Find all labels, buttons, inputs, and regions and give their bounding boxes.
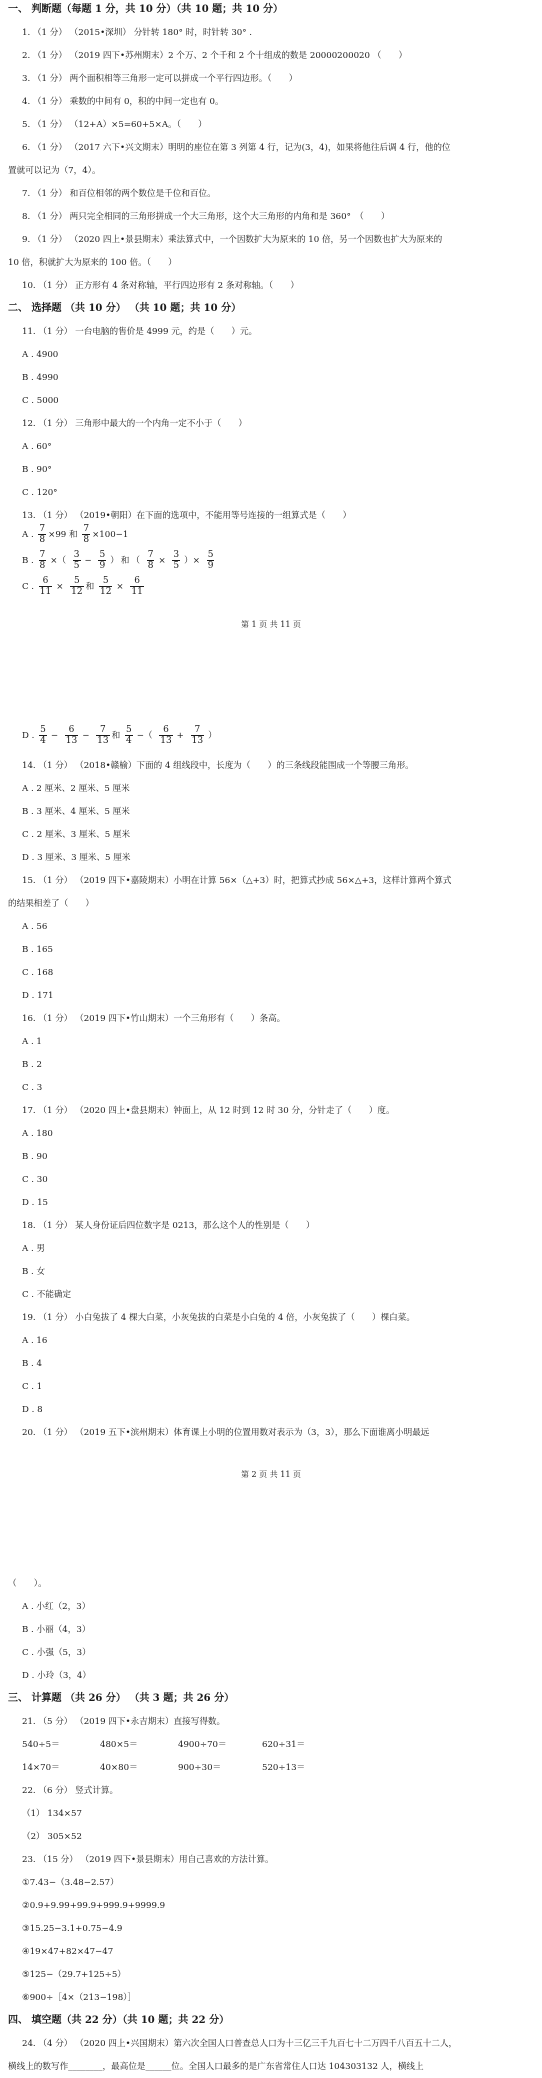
fraction: $\frac{7}{8}$: [83, 524, 90, 545]
option-15-d: D . 171: [22, 991, 54, 1001]
question-23: 23. （15 分） （2019 四下•景县期末）用自己喜欢的方法计算。: [22, 1855, 274, 1865]
option-15-c: C . 168: [22, 968, 54, 978]
option-12-c: C . 120°: [22, 488, 58, 498]
question-23-part-1: ①7.43−（3.48−2.57）: [22, 1878, 119, 1888]
section-title-choice: 二、 选择题 （共 10 分） （共 10 题；共 10 分）: [8, 303, 242, 314]
option-19-a: A . 16: [22, 1336, 48, 1346]
page-footer-1: 第 1 页 共 11 页: [241, 620, 301, 629]
option-17-a: A . 180: [22, 1129, 53, 1139]
option-16-a: A . 1: [22, 1037, 42, 1047]
question-22-part-1: （1） 134×57: [22, 1809, 82, 1819]
question-24-line-2: 横线上的数写作________，最高位是______位。全国人口最多的是广东省常住人口达 104303132 人，横线上: [8, 2062, 424, 2072]
section-title-calculation: 三、 计算题 （共 26 分） （共 3 题；共 26 分）: [8, 1693, 235, 1704]
question-6-line-2: 置就可以记为（7，4）。: [8, 166, 101, 176]
option-17-d: D . 15: [22, 1198, 49, 1208]
question-13: 13. （1 分） （2019•朝阳）在下面的选项中，不能用等号连接的一组算式是（ ）: [22, 511, 352, 521]
question-18: 18. （1 分） 某人身份证后四位数字是 0213，那么这个人的性别是（ ）: [22, 1221, 315, 1231]
question-9-line-1: 9. （1 分） （2020 四上•景县期末）乘法算式中，一个因数扩大为原来的 10 倍，另一个因数也扩大为原来的: [22, 235, 443, 245]
option-14-d: D . 3 厘米、3 厘米、5 厘米: [22, 853, 131, 863]
option-15-b: B . 165: [22, 945, 53, 955]
option-11-a: A . 4900: [22, 350, 59, 360]
question-4: 4. （1 分） 乘数的中间有 0，积的中间一定也有 0。: [22, 97, 224, 107]
question-12: 12. （1 分） 三角形中最大的一个内角一定不小于（ ）: [22, 419, 247, 429]
question-11: 11. （1 分） 一台电脑的售价是 4999 元，约是（ ）元。: [22, 327, 258, 337]
question-1: 1. （1 分） （2015•深圳） 分针转 180° 时，时针转 30° .: [22, 28, 253, 38]
option-17-b: B . 90: [22, 1152, 48, 1162]
option-16-c: C . 3: [22, 1083, 43, 1093]
option-20-a: A . 小红（2，3）: [22, 1602, 91, 1612]
option-20-c: C . 小强（5，3）: [22, 1648, 91, 1658]
option-11-b: B . 4990: [22, 373, 59, 383]
question-15-line-2: 的结果相差了（ ）: [8, 899, 94, 909]
question-23-part-2: ②0.9+9.99+99.9+999.9+9999.9: [22, 1901, 166, 1911]
option-14-c: C . 2 厘米、3 厘米、5 厘米: [22, 830, 131, 840]
option-12-a: A . 60°: [22, 442, 52, 452]
option-18-c: C . 不能确定: [22, 1290, 72, 1300]
question-23-part-5: ⑤125−（29.7+125÷5）: [22, 1970, 126, 1980]
question-24-line-1: 24. （4 分） （2020 四上•兴国期末）第六次全国人口普查总人口为十三亿三千九百七十二万四千八百五十二人，: [22, 2039, 458, 2049]
question-17: 17. （1 分） （2020 四上•盘县期末）钟面上，从 12 时到 12 时 30 分，分针走了（ ）度。: [22, 1106, 395, 1116]
option-13-d: D . $\frac{5}{4}$ − $\frac{6}{13}$ − $\frac{7}{13}$ 和 $\frac{5}{4}$ −（ $\frac{6}{13}$ + $\frac{7}{13}$ ）: [22, 725, 217, 746]
question-14: 14. （1 分） （2018•赣榆）下面的 4 组线段中，长度为（ ）的三条线段能围成一个等腰三角形。: [22, 761, 414, 771]
option-18-a: A . 男: [22, 1244, 45, 1254]
option-19-d: D . 8: [22, 1405, 43, 1415]
option-15-a: A . 56: [22, 922, 48, 932]
option-12-b: B . 90°: [22, 465, 52, 475]
option-19-c: C . 1: [22, 1382, 43, 1392]
question-20-line-2: （ ）。: [8, 1579, 47, 1589]
question-3: 3. （1 分） 两个面积相等三角形一定可以拼成一个平行四边形。（ ）: [22, 74, 298, 84]
question-2: 2. （1 分） （2019 四下•苏州期末）2 个万、2 个千和 2 个十组成的数是 20000200020 （ ）: [22, 51, 408, 61]
question-7: 7. （1 分） 和百位相邻的两个数位是千位和百位。: [22, 189, 216, 199]
section-title-fill-in: 四、 填空题（共 22 分）（共 10 题；共 22 分）: [8, 2015, 230, 2026]
fraction: $\frac{7}{8}$: [39, 524, 46, 545]
option-17-c: C . 30: [22, 1175, 48, 1185]
question-23-part-6: ⑥900÷［4×（213−198）］: [22, 1993, 137, 2003]
question-8: 8. （1 分） 两只完全相同的三角形拼成一个大三角形，这个大三角形的内角和是 360° （ ）: [22, 212, 390, 222]
option-14-b: B . 3 厘米、4 厘米、5 厘米: [22, 807, 130, 817]
option-18-b: B . 女: [22, 1267, 46, 1277]
question-22-part-2: （2） 305×52: [22, 1832, 82, 1842]
question-9-line-2: 10 倍，积就扩大为原来的 100 倍。（ ）: [8, 258, 177, 268]
option-13-b: B . $\frac{7}{8}$ ×（ $\frac{3}{5}$ − $\frac{5}{9}$ ） 和 （ $\frac{7}{8}$ × $\frac{3}{5}$ ）× $\frac{5}{9}$: [22, 550, 214, 571]
question-22: 22. （6 分） 竖式计算。: [22, 1786, 119, 1796]
section-title-judgment: 一、 判断题（每题 1 分，共 10 分）（共 10 题；共 10 分）: [8, 4, 284, 15]
question-5: 5. （1 分） （12+A）×5=60+5×A。（ ）: [22, 120, 207, 130]
option-11-c: C . 5000: [22, 396, 59, 406]
question-10: 10. （1 分） 正方形有 4 条对称轴，平行四边形有 2 条对称轴。（ ）: [22, 281, 299, 291]
option-20-b: B . 小丽（4，3）: [22, 1625, 91, 1635]
option-16-b: B . 2: [22, 1060, 42, 1070]
page-footer-2: 第 2 页 共 11 页: [241, 1470, 301, 1479]
question-21: 21. （5 分） （2019 四下•永吉期末）直接写得数。: [22, 1717, 226, 1727]
option-13-a: A . $\frac{7}{8}$ ×99 和 $\frac{7}{8}$ ×100−1: [22, 524, 129, 545]
question-15-line-1: 15. （1 分） （2019 四下•嘉陵期末）小明在计算 56×（△+3）时，把算式抄成 56×△+3，这样计算两个算式: [22, 876, 452, 886]
question-16: 16. （1 分） （2019 四下•竹山期末）一个三角形有（ ）条高。: [22, 1014, 286, 1024]
option-20-d: D . 小玲（3，4）: [22, 1671, 91, 1681]
question-23-part-3: ③15.25−3.1+0.75−4.9: [22, 1924, 123, 1934]
question-23-part-4: ④19×47+82×47−47: [22, 1947, 114, 1957]
question-20: 20. （1 分） （2019 五下•滨州期末）体育课上小明的位置用数对表示为（3，3），那么下面谁离小明最远: [22, 1428, 430, 1438]
option-14-a: A . 2 厘米、2 厘米、5 厘米: [22, 784, 130, 794]
option-19-b: B . 4: [22, 1359, 42, 1369]
question-19: 19. （1 分） 小白兔拔了 4 棵大白菜，小灰兔拔的白菜是小白兔的 4 倍，小灰兔拔了（ ）棵白菜。: [22, 1313, 415, 1323]
question-6-line-1: 6. （1 分） （2017 六下•兴文期末）明明的座位在第 3 列第 4 行，记为(3，4)，如果将他往后调 4 行，他的位: [22, 143, 451, 153]
option-13-c: C . $\frac{6}{11}$ × $\frac{5}{12}$ 和 $\frac{5}{12}$ × $\frac{6}{11}$: [22, 576, 143, 597]
